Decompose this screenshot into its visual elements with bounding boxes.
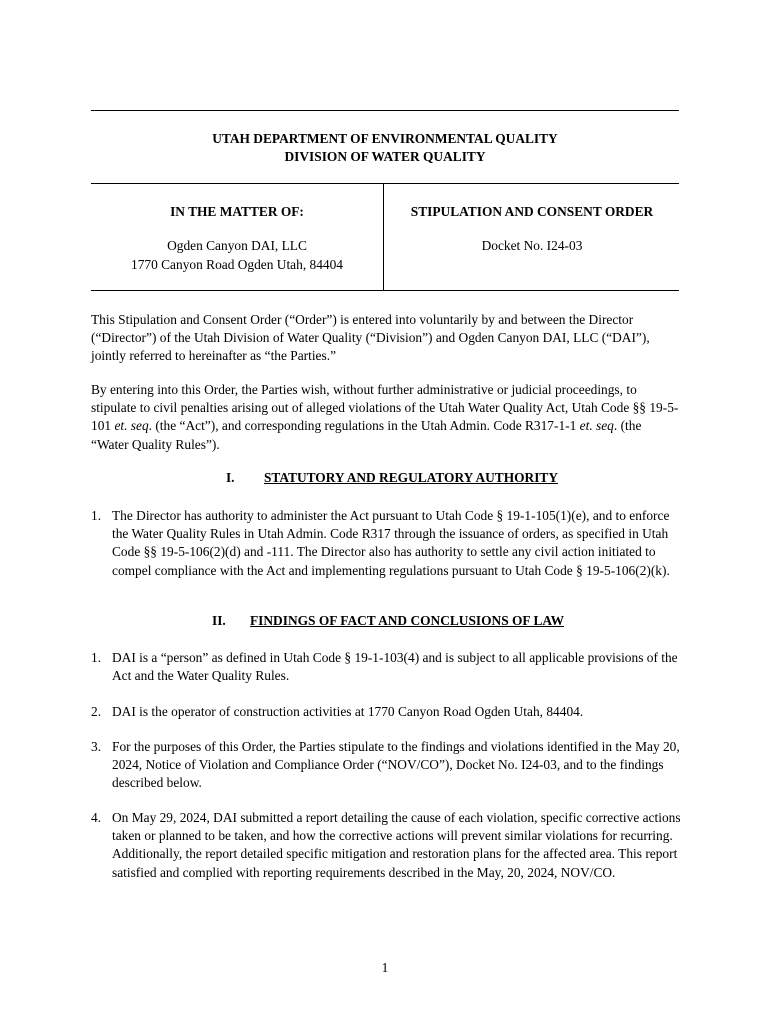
- item-text: The Director has authority to administer the Act pursuant to Utah Code § 19-1-105(1)(e), and to enforce the Water Quality Rules in Utah Admin. Code R317 through the issuance of orders, as specified in Utah Code §§ 19-5-106(2)(d) and -111. The Director also has authority to settle any civil action initiated to compel compliance with the Act and implementing regulations pursuant to Utah Code § 19-5-106(2)(k).: [112, 508, 670, 578]
- item-text: DAI is a “person” as defined in Utah Code § 19-1-103(4) and is subject to all applicable provisions of the Act and the Water Quality Rules.: [112, 650, 678, 684]
- caption-top-rule: [91, 183, 679, 184]
- section-2-title: FINDINGS OF FACT AND CONCLUSIONS OF LAW: [250, 613, 564, 628]
- section-2-item-4: [91, 809, 683, 882]
- et-seq-2: et. seq: [579, 418, 614, 434]
- section-1-number: I.: [225, 470, 235, 485]
- et-seq-1: et. seq: [114, 418, 149, 434]
- section-2-item-3: [91, 738, 683, 793]
- section-1-title: STATUTORY AND REGULATORY AUTHORITY: [263, 470, 559, 485]
- page-number: 1: [381, 960, 389, 975]
- item-number: 2.: [91, 704, 102, 719]
- party-name: Ogden Canyon DAI, LLC: [167, 238, 307, 253]
- caption-bottom-rule: [91, 290, 679, 291]
- item-number: 1.: [91, 650, 102, 665]
- party-address: 1770 Canyon Road Ogden Utah, 84404: [131, 257, 343, 272]
- division-name: DIVISION OF WATER QUALITY: [284, 149, 486, 164]
- section-1-item-1: [91, 507, 683, 580]
- matter-heading: IN THE MATTER OF:: [170, 204, 304, 219]
- item-number: 3.: [91, 739, 102, 754]
- section-2-item-2: [91, 703, 683, 721]
- item-text: On May 29, 2024, DAI submitted a report detailing the cause of each violation, specific corrective actions taken or planned to be taken, and how the corrective actions will prevent similar violations for recurring. Additionally, the report detailed specific mitigation and restoration plans for the affected area. This report satisfied and complied with reporting requirements described in the May, 20, 2024, NOV/CO.: [112, 810, 681, 880]
- intro-paragraph-2-part-b: . (the “Act”), and corresponding regulations in the Utah Admin. Code R317-1-1: [148, 418, 580, 434]
- top-rule: [91, 110, 679, 111]
- order-title: STIPULATION AND CONSENT ORDER: [410, 204, 654, 219]
- item-text: DAI is the operator of construction activities at 1770 Canyon Road Ogden Utah, 84404.: [112, 704, 584, 719]
- section-1-heading: [0, 470, 770, 486]
- intro-paragraph-2: [91, 381, 681, 454]
- intro-paragraph-1: This Stipulation and Consent Order (“Order”) is entered into voluntarily by and between the Director (“Director”) of the Utah Division of Water Quality (“Division”) and Ogden Canyon DAI, LLC (“DAI”), jointly referred to hereinafter as “the Parties.”: [91, 312, 650, 364]
- section-2-heading: [0, 613, 770, 629]
- docket-number: Docket No. I24-03: [481, 238, 583, 253]
- intro-paragraph-2-part-c: . (the “Water Quality Rules”).: [91, 418, 642, 452]
- agency-name: UTAH DEPARTMENT OF ENVIRONMENTAL QUALITY: [212, 131, 558, 146]
- item-text: For the purposes of this Order, the Parties stipulate to the findings and violations identified in the May 20, 2024, Notice of Violation and Compliance Order (“NOV/CO”), Docket No. I24-03, and to the findings described below.: [112, 739, 680, 791]
- item-number: 4.: [91, 810, 102, 825]
- item-number: 1.: [91, 508, 102, 523]
- intro-paragraph-2-part-a: By entering into this Order, the Parties wish, without further administrative or judicial proceedings, to stipulate to civil penalties arising out of alleged violations of the Utah Water Quality Act, Utah Code §§ 19-5-101: [91, 382, 679, 434]
- section-2-number: II.: [212, 613, 226, 628]
- section-2-item-1: [91, 649, 683, 685]
